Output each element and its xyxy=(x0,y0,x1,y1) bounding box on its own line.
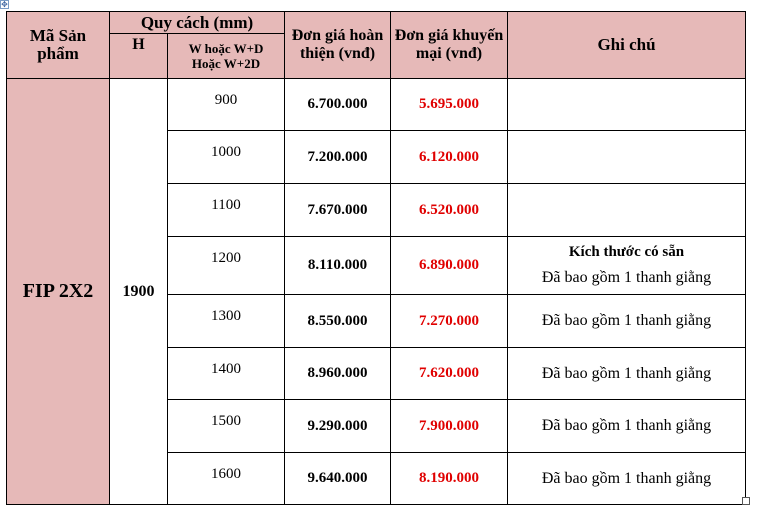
promo-price-cell: 7.270.000 xyxy=(391,295,508,348)
header-w xyxy=(168,34,285,79)
finished-price-cell: 7.670.000 xyxy=(285,184,391,237)
finished-price-cell: 9.640.000 xyxy=(285,453,391,505)
note-text: Đã bao gồm 1 thanh giằng xyxy=(541,364,712,382)
header-note: Ghi chú xyxy=(508,12,746,79)
note-text: Đã bao gồm 1 thanh giằng xyxy=(541,469,712,487)
header-finished-price: Đơn giá hoàn thiện (vnđ) xyxy=(285,12,391,79)
width-cell: 1600 xyxy=(168,453,285,505)
note-cell xyxy=(508,400,746,453)
width-cell: 1100 xyxy=(168,184,285,237)
promo-price-cell: 6.120.000 xyxy=(391,131,508,184)
header-h: H xyxy=(110,34,168,79)
note-cell xyxy=(508,79,746,131)
width-cell: 900 xyxy=(168,79,285,131)
note-text: Đã bao gồm 1 thanh giằng xyxy=(541,417,712,434)
finished-price-cell: 8.960.000 xyxy=(285,348,391,400)
promo-price-cell: 6.520.000 xyxy=(391,184,508,237)
header-product-code: Mã Sản phẩm xyxy=(7,12,110,79)
finished-price-cell: 6.700.000 xyxy=(285,79,391,131)
finished-price-cell: 7.200.000 xyxy=(285,131,391,184)
promo-price-cell: 5.695.000 xyxy=(391,79,508,131)
note-cell xyxy=(508,348,746,400)
note-text: Đã bao gồm 1 thanh giằng xyxy=(541,312,712,329)
table-row xyxy=(7,79,746,131)
note-text: Đã bao gồm 1 thanh giằng xyxy=(541,269,712,286)
note-available-size: Kích thước có sẵn xyxy=(568,244,685,260)
promo-price-cell: 7.620.000 xyxy=(391,348,508,400)
note-cell xyxy=(508,453,746,505)
header-w-line1: W hoặc W+D xyxy=(188,41,264,56)
width-cell: 1500 xyxy=(168,400,285,453)
note-cell xyxy=(508,237,746,295)
table-move-handle-icon[interactable]: ✥ xyxy=(1,0,8,9)
price-table xyxy=(6,11,746,505)
table-resize-handle[interactable] xyxy=(742,497,750,505)
promo-price-cell: 8.190.000 xyxy=(391,453,508,505)
header-spec: Quy cách (mm) xyxy=(110,12,285,34)
note-cell xyxy=(508,184,746,237)
width-cell: 1400 xyxy=(168,348,285,400)
product-code-cell: FIP 2X2 xyxy=(7,79,110,505)
finished-price-cell: 8.110.000 xyxy=(285,237,391,295)
header-promo-price: Đơn giá khuyến mại (vnđ) xyxy=(391,12,508,79)
finished-price-cell: 8.550.000 xyxy=(285,295,391,348)
height-cell: 1900 xyxy=(110,79,168,505)
finished-price-cell: 9.290.000 xyxy=(285,400,391,453)
width-cell: 1300 xyxy=(168,295,285,348)
header-w-line2: Hoặc W+2D xyxy=(191,56,261,71)
promo-price-cell: 6.890.000 xyxy=(391,237,508,295)
width-cell: 1200 xyxy=(168,237,285,295)
note-cell xyxy=(508,295,746,348)
note-cell xyxy=(508,131,746,184)
promo-price-cell: 7.900.000 xyxy=(391,400,508,453)
width-cell: 1000 xyxy=(168,131,285,184)
